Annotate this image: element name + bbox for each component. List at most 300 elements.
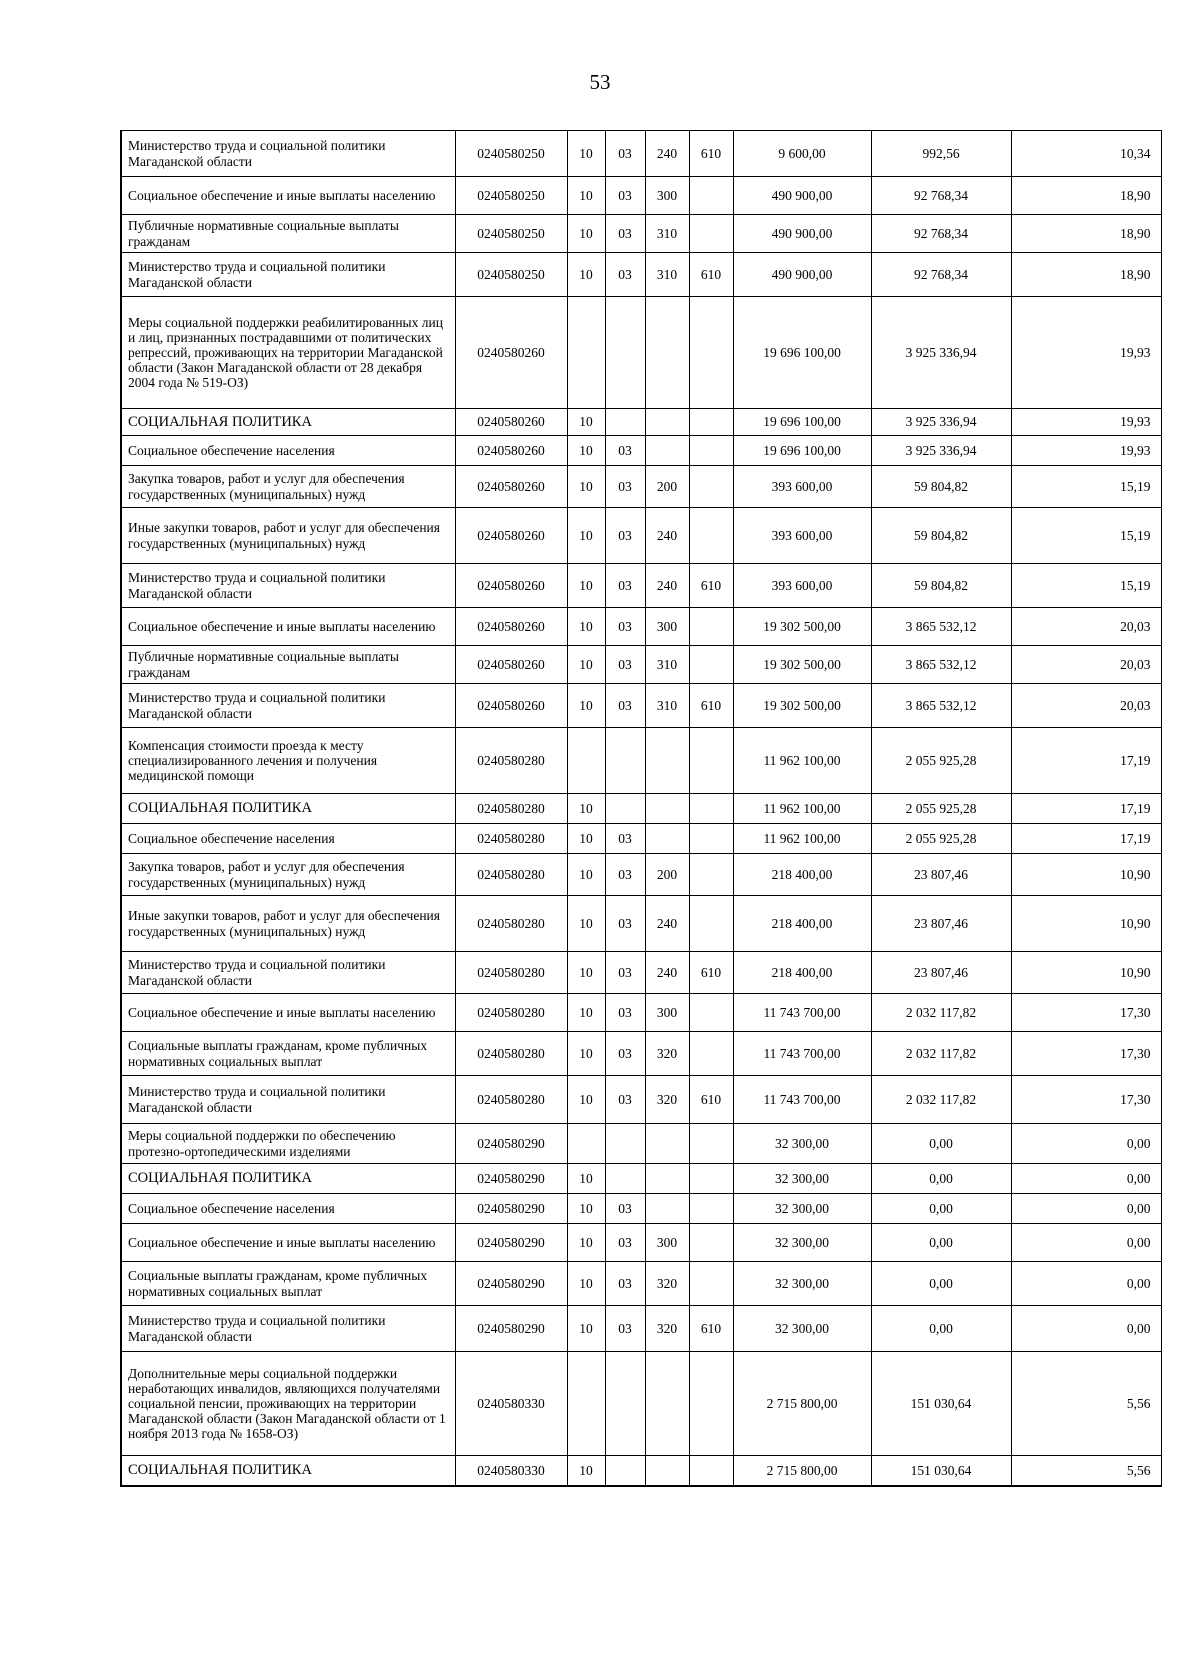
row-planned-amount: 393 600,00: [733, 564, 871, 608]
table-row: [121, 409, 1161, 436]
row-target-article-code: 0240580280: [455, 794, 567, 824]
row-section-code: 10: [567, 466, 605, 508]
row-administrator-code: [689, 1124, 733, 1164]
row-executed-amount: 2 032 117,82: [871, 994, 1011, 1032]
row-planned-amount: 11 962 100,00: [733, 728, 871, 794]
row-section-code: [567, 297, 605, 409]
row-administrator-code: [689, 1164, 733, 1194]
row-name: Закупка товаров, работ и услуг для обеспечения государственных (муниципальных) нужд: [121, 466, 455, 508]
row-target-article-code: 0240580280: [455, 1076, 567, 1124]
row-expense-type-code: [645, 1164, 689, 1194]
row-executed-amount: 59 804,82: [871, 508, 1011, 564]
row-administrator-code: [689, 1194, 733, 1224]
table-row: [121, 131, 1161, 177]
row-planned-amount: 218 400,00: [733, 896, 871, 952]
row-planned-amount: 32 300,00: [733, 1164, 871, 1194]
row-subsection-code: 03: [605, 564, 645, 608]
row-name: Иные закупки товаров, работ и услуг для обеспечения государственных (муниципальных) нужд: [121, 508, 455, 564]
row-target-article-code: 0240580260: [455, 297, 567, 409]
row-section-code: [567, 728, 605, 794]
row-executed-amount: 0,00: [871, 1306, 1011, 1352]
table-row: [121, 1032, 1161, 1076]
row-section-code: 10: [567, 131, 605, 177]
row-expense-type-code: 300: [645, 994, 689, 1032]
row-administrator-code: [689, 297, 733, 409]
row-subsection-code: 03: [605, 854, 645, 896]
row-administrator-code: 610: [689, 564, 733, 608]
row-executed-amount: 151 030,64: [871, 1456, 1011, 1486]
row-execution-percent: 10,90: [1011, 952, 1161, 994]
row-subsection-code: [605, 1124, 645, 1164]
row-subsection-code: 03: [605, 253, 645, 297]
row-name: Социальные выплаты гражданам, кроме публичных нормативных социальных выплат: [121, 1032, 455, 1076]
row-executed-amount: 0,00: [871, 1124, 1011, 1164]
row-subsection-code: 03: [605, 436, 645, 466]
row-name: Социальное обеспечение населения: [121, 824, 455, 854]
row-executed-amount: 2 055 925,28: [871, 728, 1011, 794]
row-expense-type-code: 300: [645, 1224, 689, 1262]
row-section-code: 10: [567, 1456, 605, 1486]
row-administrator-code: [689, 608, 733, 646]
table-row: [121, 1076, 1161, 1124]
table-row: [121, 608, 1161, 646]
row-executed-amount: 92 768,34: [871, 253, 1011, 297]
row-execution-percent: 20,03: [1011, 684, 1161, 728]
row-target-article-code: 0240580280: [455, 728, 567, 794]
table-row: [121, 684, 1161, 728]
row-target-article-code: 0240580290: [455, 1124, 567, 1164]
row-target-article-code: 0240580290: [455, 1164, 567, 1194]
row-execution-percent: 0,00: [1011, 1194, 1161, 1224]
row-name: Социальное обеспечение и иные выплаты населению: [121, 177, 455, 215]
row-planned-amount: 2 715 800,00: [733, 1456, 871, 1486]
row-execution-percent: 0,00: [1011, 1262, 1161, 1306]
row-executed-amount: 23 807,46: [871, 854, 1011, 896]
row-subsection-code: 03: [605, 131, 645, 177]
row-target-article-code: 0240580330: [455, 1352, 567, 1456]
row-execution-percent: 0,00: [1011, 1164, 1161, 1194]
row-expense-type-code: 200: [645, 466, 689, 508]
row-subsection-code: [605, 1352, 645, 1456]
row-execution-percent: 17,30: [1011, 994, 1161, 1032]
row-planned-amount: 19 696 100,00: [733, 436, 871, 466]
row-administrator-code: [689, 794, 733, 824]
row-subsection-code: 03: [605, 952, 645, 994]
row-target-article-code: 0240580280: [455, 896, 567, 952]
row-administrator-code: 610: [689, 253, 733, 297]
row-executed-amount: 2 032 117,82: [871, 1032, 1011, 1076]
table-row: [121, 253, 1161, 297]
row-administrator-code: 610: [689, 684, 733, 728]
row-executed-amount: 992,56: [871, 131, 1011, 177]
row-name: Социальное обеспечение и иные выплаты населению: [121, 608, 455, 646]
row-administrator-code: 610: [689, 1076, 733, 1124]
row-execution-percent: 19,93: [1011, 409, 1161, 436]
row-planned-amount: 2 715 800,00: [733, 1352, 871, 1456]
row-executed-amount: 3 925 336,94: [871, 409, 1011, 436]
row-name: Дополнительные меры социальной поддержки неработающих инвалидов, являющихся получателями социальной пенсии, проживающих на территории Магаданской области (Закон Магаданской области от 1 ноября 2013 года № 1658-ОЗ): [121, 1352, 455, 1456]
row-expense-type-code: [645, 1124, 689, 1164]
row-planned-amount: 393 600,00: [733, 508, 871, 564]
table-row: [121, 794, 1161, 824]
row-target-article-code: 0240580280: [455, 994, 567, 1032]
row-expense-type-code: [645, 1456, 689, 1486]
row-planned-amount: 19 302 500,00: [733, 684, 871, 728]
row-subsection-code: 03: [605, 1262, 645, 1306]
row-subsection-code: [605, 794, 645, 824]
row-subsection-code: 03: [605, 824, 645, 854]
row-administrator-code: [689, 896, 733, 952]
row-subsection-code: 03: [605, 1194, 645, 1224]
row-administrator-code: [689, 1224, 733, 1262]
row-section-code: 10: [567, 564, 605, 608]
row-subsection-code: 03: [605, 1032, 645, 1076]
row-administrator-code: 610: [689, 952, 733, 994]
table-row: [121, 436, 1161, 466]
row-section-code: 10: [567, 1032, 605, 1076]
row-planned-amount: 19 696 100,00: [733, 409, 871, 436]
row-target-article-code: 0240580260: [455, 436, 567, 466]
table-row: [121, 1224, 1161, 1262]
row-administrator-code: [689, 994, 733, 1032]
row-executed-amount: 0,00: [871, 1164, 1011, 1194]
row-section-code: 10: [567, 215, 605, 253]
table-body: [121, 131, 1161, 1486]
row-target-article-code: 0240580290: [455, 1224, 567, 1262]
row-executed-amount: 3 925 336,94: [871, 297, 1011, 409]
table-row: [121, 1194, 1161, 1224]
row-section-code: 10: [567, 409, 605, 436]
row-expense-type-code: 320: [645, 1032, 689, 1076]
row-planned-amount: 32 300,00: [733, 1194, 871, 1224]
row-target-article-code: 0240580280: [455, 952, 567, 994]
row-administrator-code: [689, 1352, 733, 1456]
row-executed-amount: 59 804,82: [871, 564, 1011, 608]
row-section-code: 10: [567, 608, 605, 646]
row-name: Министерство труда и социальной политики Магаданской области: [121, 253, 455, 297]
row-executed-amount: 2 032 117,82: [871, 1076, 1011, 1124]
table-row: [121, 466, 1161, 508]
row-target-article-code: 0240580290: [455, 1306, 567, 1352]
table-row: [121, 1456, 1161, 1486]
row-expense-type-code: 310: [645, 253, 689, 297]
row-administrator-code: 610: [689, 131, 733, 177]
row-subsection-code: [605, 297, 645, 409]
row-executed-amount: 151 030,64: [871, 1352, 1011, 1456]
row-expense-type-code: 240: [645, 564, 689, 608]
row-planned-amount: 11 743 700,00: [733, 1076, 871, 1124]
row-administrator-code: [689, 854, 733, 896]
row-executed-amount: 59 804,82: [871, 466, 1011, 508]
row-subsection-code: 03: [605, 608, 645, 646]
row-planned-amount: 11 962 100,00: [733, 794, 871, 824]
row-subsection-code: 03: [605, 1224, 645, 1262]
row-target-article-code: 0240580280: [455, 1032, 567, 1076]
row-execution-percent: 18,90: [1011, 177, 1161, 215]
row-name: Публичные нормативные социальные выплаты гражданам: [121, 646, 455, 684]
row-planned-amount: 32 300,00: [733, 1262, 871, 1306]
row-section-code: 10: [567, 1306, 605, 1352]
row-expense-type-code: [645, 297, 689, 409]
row-expense-type-code: 300: [645, 177, 689, 215]
row-name: Социальное обеспечение населения: [121, 436, 455, 466]
table-row: [121, 896, 1161, 952]
row-execution-percent: 18,90: [1011, 215, 1161, 253]
row-expense-type-code: 320: [645, 1076, 689, 1124]
row-planned-amount: 218 400,00: [733, 952, 871, 994]
row-target-article-code: 0240580260: [455, 508, 567, 564]
row-planned-amount: 9 600,00: [733, 131, 871, 177]
row-expense-type-code: 310: [645, 646, 689, 684]
table-row: [121, 854, 1161, 896]
row-subsection-code: [605, 1164, 645, 1194]
row-target-article-code: 0240580250: [455, 215, 567, 253]
table-row: [121, 994, 1161, 1032]
row-execution-percent: 5,56: [1011, 1456, 1161, 1486]
row-section-code: 10: [567, 824, 605, 854]
row-expense-type-code: 320: [645, 1262, 689, 1306]
row-section-code: [567, 1124, 605, 1164]
row-section-code: 10: [567, 177, 605, 215]
row-executed-amount: 2 055 925,28: [871, 824, 1011, 854]
page-number: 53: [589, 70, 611, 94]
row-executed-amount: 3 865 532,12: [871, 646, 1011, 684]
row-administrator-code: [689, 409, 733, 436]
row-executed-amount: 3 865 532,12: [871, 608, 1011, 646]
row-target-article-code: 0240580250: [455, 131, 567, 177]
row-administrator-code: [689, 466, 733, 508]
row-execution-percent: 17,30: [1011, 1032, 1161, 1076]
row-target-article-code: 0240580260: [455, 646, 567, 684]
row-execution-percent: 15,19: [1011, 564, 1161, 608]
row-execution-percent: 10,90: [1011, 854, 1161, 896]
row-name: СОЦИАЛЬНАЯ ПОЛИТИКА: [121, 1456, 455, 1486]
row-name: Социальное обеспечение и иные выплаты населению: [121, 1224, 455, 1262]
table-row: [121, 824, 1161, 854]
row-planned-amount: 32 300,00: [733, 1224, 871, 1262]
row-target-article-code: 0240580280: [455, 824, 567, 854]
row-planned-amount: 218 400,00: [733, 854, 871, 896]
budget-table: [120, 130, 1162, 1487]
row-executed-amount: 0,00: [871, 1262, 1011, 1306]
row-name: Меры социальной поддержки по обеспечению протезно-ортопедическими изделиями: [121, 1124, 455, 1164]
row-expense-type-code: 320: [645, 1306, 689, 1352]
row-executed-amount: 23 807,46: [871, 952, 1011, 994]
row-executed-amount: 3 925 336,94: [871, 436, 1011, 466]
row-expense-type-code: [645, 824, 689, 854]
row-administrator-code: [689, 436, 733, 466]
row-section-code: 10: [567, 794, 605, 824]
row-planned-amount: 32 300,00: [733, 1124, 871, 1164]
row-execution-percent: 17,30: [1011, 1076, 1161, 1124]
row-section-code: 10: [567, 952, 605, 994]
row-executed-amount: 3 865 532,12: [871, 684, 1011, 728]
row-name: Социальное обеспечение и иные выплаты населению: [121, 994, 455, 1032]
row-target-article-code: 0240580250: [455, 177, 567, 215]
row-execution-percent: 10,90: [1011, 896, 1161, 952]
row-execution-percent: 20,03: [1011, 608, 1161, 646]
row-administrator-code: [689, 177, 733, 215]
row-execution-percent: 0,00: [1011, 1224, 1161, 1262]
row-name: Министерство труда и социальной политики Магаданской области: [121, 564, 455, 608]
row-expense-type-code: [645, 794, 689, 824]
row-expense-type-code: 310: [645, 684, 689, 728]
row-expense-type-code: [645, 436, 689, 466]
row-section-code: 10: [567, 1076, 605, 1124]
row-execution-percent: 17,19: [1011, 728, 1161, 794]
row-target-article-code: 0240580330: [455, 1456, 567, 1486]
row-execution-percent: 5,56: [1011, 1352, 1161, 1456]
row-execution-percent: 18,90: [1011, 253, 1161, 297]
row-target-article-code: 0240580260: [455, 564, 567, 608]
row-section-code: 10: [567, 253, 605, 297]
row-administrator-code: [689, 824, 733, 854]
row-planned-amount: 393 600,00: [733, 466, 871, 508]
row-name: Закупка товаров, работ и услуг для обеспечения государственных (муниципальных) нужд: [121, 854, 455, 896]
row-execution-percent: 15,19: [1011, 466, 1161, 508]
table-row: [121, 215, 1161, 253]
row-execution-percent: 20,03: [1011, 646, 1161, 684]
row-executed-amount: 0,00: [871, 1194, 1011, 1224]
row-subsection-code: 03: [605, 177, 645, 215]
row-name: Социальное обеспечение населения: [121, 1194, 455, 1224]
row-name: Социальные выплаты гражданам, кроме публичных нормативных социальных выплат: [121, 1262, 455, 1306]
row-planned-amount: 19 302 500,00: [733, 608, 871, 646]
row-name: Меры социальной поддержки реабилитированных лиц и лиц, признанных пострадавшими от политических репрессий, проживающих на территории Магаданской области (Закон Магаданской области от 28 декабря 2004 года № 519-ОЗ): [121, 297, 455, 409]
row-section-code: 10: [567, 646, 605, 684]
table-row: [121, 1124, 1161, 1164]
table-row: [121, 1352, 1161, 1456]
row-name: Компенсация стоимости проезда к месту специализированного лечения и получения медицинской помощи: [121, 728, 455, 794]
row-planned-amount: 490 900,00: [733, 215, 871, 253]
row-subsection-code: 03: [605, 215, 645, 253]
row-section-code: 10: [567, 1224, 605, 1262]
row-executed-amount: 0,00: [871, 1224, 1011, 1262]
row-expense-type-code: 300: [645, 608, 689, 646]
row-executed-amount: 2 055 925,28: [871, 794, 1011, 824]
row-planned-amount: 490 900,00: [733, 177, 871, 215]
table-row: [121, 646, 1161, 684]
row-expense-type-code: [645, 409, 689, 436]
table-row: [121, 1262, 1161, 1306]
row-name: Министерство труда и социальной политики Магаданской области: [121, 1306, 455, 1352]
row-execution-percent: 19,93: [1011, 436, 1161, 466]
row-name: СОЦИАЛЬНАЯ ПОЛИТИКА: [121, 1164, 455, 1194]
row-planned-amount: 19 302 500,00: [733, 646, 871, 684]
row-executed-amount: 92 768,34: [871, 177, 1011, 215]
table-row: [121, 297, 1161, 409]
row-name: Министерство труда и социальной политики Магаданской области: [121, 952, 455, 994]
row-section-code: 10: [567, 1164, 605, 1194]
row-expense-type-code: 240: [645, 952, 689, 994]
row-subsection-code: [605, 409, 645, 436]
row-administrator-code: [689, 728, 733, 794]
row-expense-type-code: 200: [645, 854, 689, 896]
row-target-article-code: 0240580260: [455, 684, 567, 728]
row-expense-type-code: 240: [645, 508, 689, 564]
row-administrator-code: [689, 508, 733, 564]
row-subsection-code: 03: [605, 466, 645, 508]
row-administrator-code: [689, 646, 733, 684]
row-target-article-code: 0240580260: [455, 466, 567, 508]
row-target-article-code: 0240580260: [455, 608, 567, 646]
row-administrator-code: [689, 1262, 733, 1306]
row-subsection-code: [605, 1456, 645, 1486]
row-section-code: 10: [567, 684, 605, 728]
row-name: Министерство труда и социальной политики Магаданской области: [121, 684, 455, 728]
row-planned-amount: 11 743 700,00: [733, 1032, 871, 1076]
row-section-code: 10: [567, 508, 605, 564]
row-planned-amount: 11 743 700,00: [733, 994, 871, 1032]
row-subsection-code: 03: [605, 1306, 645, 1352]
table-row: [121, 728, 1161, 794]
row-section-code: 10: [567, 994, 605, 1032]
row-planned-amount: 11 962 100,00: [733, 824, 871, 854]
row-name: Публичные нормативные социальные выплаты гражданам: [121, 215, 455, 253]
row-expense-type-code: 240: [645, 131, 689, 177]
row-target-article-code: 0240580280: [455, 854, 567, 896]
row-subsection-code: 03: [605, 994, 645, 1032]
row-planned-amount: 19 696 100,00: [733, 297, 871, 409]
row-subsection-code: 03: [605, 646, 645, 684]
row-subsection-code: 03: [605, 896, 645, 952]
row-execution-percent: 0,00: [1011, 1306, 1161, 1352]
row-name: Министерство труда и социальной политики Магаданской области: [121, 131, 455, 177]
row-name: Иные закупки товаров, работ и услуг для обеспечения государственных (муниципальных) нужд: [121, 896, 455, 952]
row-administrator-code: [689, 215, 733, 253]
row-expense-type-code: [645, 728, 689, 794]
row-subsection-code: 03: [605, 684, 645, 728]
row-expense-type-code: [645, 1194, 689, 1224]
row-name: Министерство труда и социальной политики Магаданской области: [121, 1076, 455, 1124]
row-target-article-code: 0240580250: [455, 253, 567, 297]
row-administrator-code: [689, 1456, 733, 1486]
row-name: СОЦИАЛЬНАЯ ПОЛИТИКА: [121, 794, 455, 824]
row-execution-percent: 0,00: [1011, 1124, 1161, 1164]
table-row: [121, 1164, 1161, 1194]
row-subsection-code: 03: [605, 1076, 645, 1124]
table-row: [121, 1306, 1161, 1352]
row-execution-percent: 15,19: [1011, 508, 1161, 564]
table-row: [121, 564, 1161, 608]
row-expense-type-code: 240: [645, 896, 689, 952]
row-expense-type-code: 310: [645, 215, 689, 253]
row-execution-percent: 10,34: [1011, 131, 1161, 177]
row-section-code: [567, 1352, 605, 1456]
row-subsection-code: [605, 728, 645, 794]
row-section-code: 10: [567, 1194, 605, 1224]
row-planned-amount: 32 300,00: [733, 1306, 871, 1352]
row-subsection-code: 03: [605, 508, 645, 564]
row-target-article-code: 0240580290: [455, 1262, 567, 1306]
row-execution-percent: 17,19: [1011, 824, 1161, 854]
row-planned-amount: 490 900,00: [733, 253, 871, 297]
table-row: [121, 508, 1161, 564]
row-executed-amount: 23 807,46: [871, 896, 1011, 952]
row-execution-percent: 19,93: [1011, 297, 1161, 409]
row-name: СОЦИАЛЬНАЯ ПОЛИТИКА: [121, 409, 455, 436]
row-target-article-code: 0240580260: [455, 409, 567, 436]
row-administrator-code: [689, 1032, 733, 1076]
row-section-code: 10: [567, 1262, 605, 1306]
row-section-code: 10: [567, 896, 605, 952]
row-section-code: 10: [567, 854, 605, 896]
row-target-article-code: 0240580290: [455, 1194, 567, 1224]
row-section-code: 10: [567, 436, 605, 466]
table-row: [121, 177, 1161, 215]
row-expense-type-code: [645, 1352, 689, 1456]
row-execution-percent: 17,19: [1011, 794, 1161, 824]
